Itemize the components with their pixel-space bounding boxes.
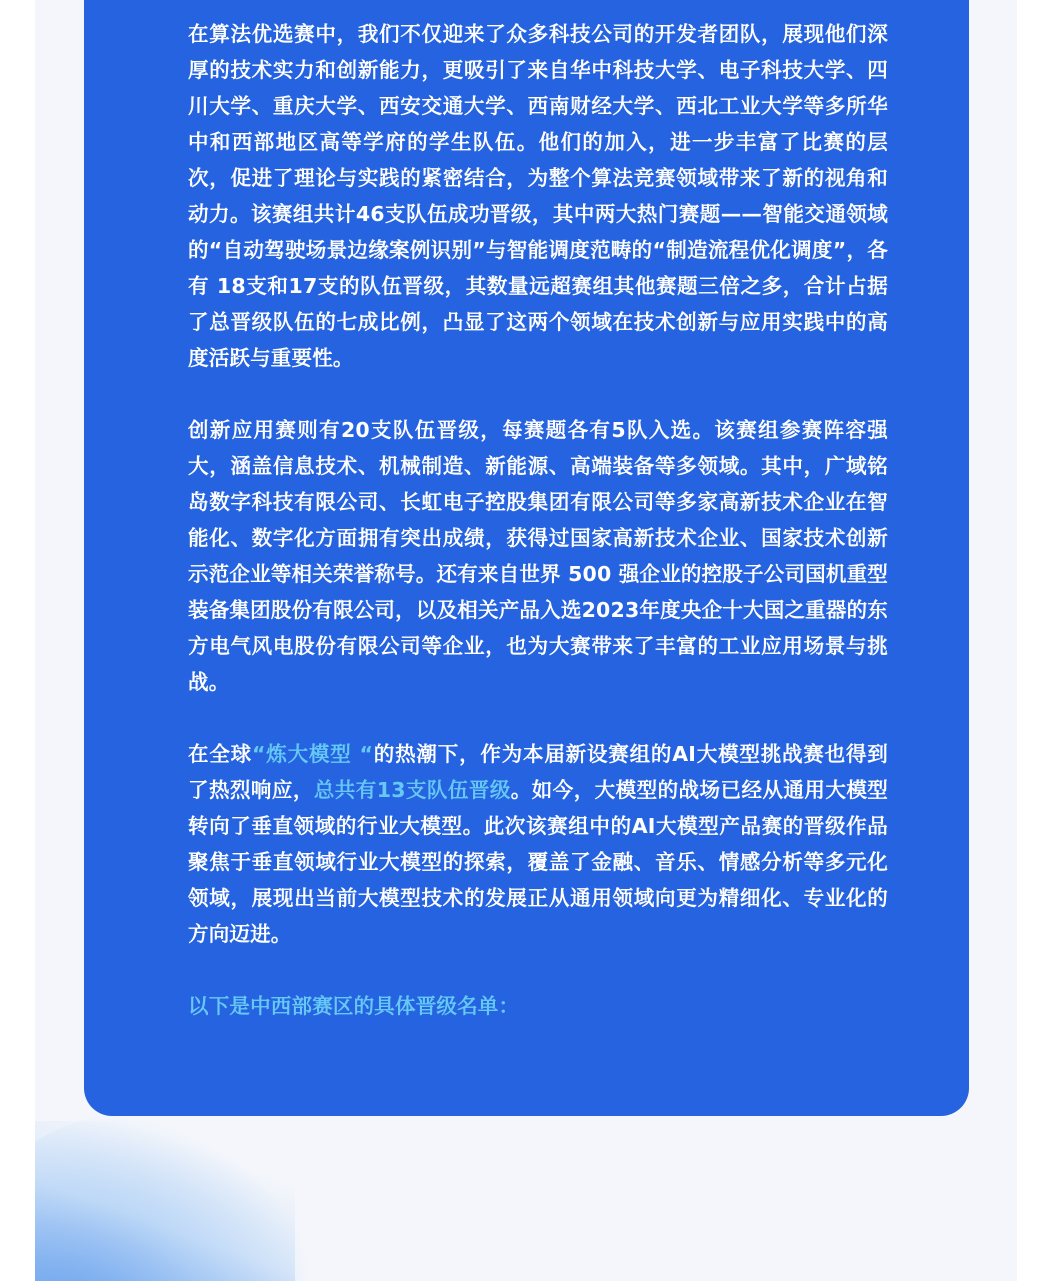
article-content: [188, 16, 888, 1024]
closing-line: 以下是中西部赛区的具体晋级名单：: [188, 994, 520, 1018]
highlight-advanced-teams-count: 总共有13支队伍晋级: [313, 778, 511, 802]
paragraph-3-text-2: 的热潮下，作为本届新设赛组的AI大模型挑战赛也得到了热烈响应，: [188, 742, 889, 802]
corner-glow-decoration-secondary: [35, 1121, 295, 1281]
paragraph-innovation-contest: 创新应用赛则有20支队伍晋级，每赛题各有5队入选。该赛组参赛阵容强大，涵盖信息技术、机械制造、新能源、高端装备等多领域。其中，广域铭岛数字科技有限公司、长虹电子控股集团有限公司等多家高新技术企业在智能化、数字化方面拥有突出成绩，获得过国家高新技术企业、国家技术创新示范企业等相关荣誉称号。还有来自世界 500 强企业的控股子公司国机重型装备集团股份有限公司，以及相关产品入选2023年度央企十大国之重器的东方电气风电股份有限公司等企业，也为大赛带来了丰富的工业应用场景与挑战。: [188, 418, 888, 694]
paragraph-3-text-1: 在全球: [188, 742, 252, 766]
paragraph-algorithm-contest: 在算法优选赛中，我们不仅迎来了众多科技公司的开发者团队，展现他们深厚的技术实力和创新能力，更吸引了来自华中科技大学、电子科技大学、四川大学、重庆大学、西安交通大学、西南财经大学、西北工业大学等多所华中和西部地区高等学府的学生队伍。他们的加入，进一步丰富了比赛的层次，促进了理论与实践的紧密结合，为整个算法竞赛领域带来了新的视角和动力。该赛组共计46支队伍成功晋级，其中两大热门赛题——智能交通领域的“自动驾驶场景边缘案例识别”与智能调度范畴的“制造流程优化调度”，各有 18支和17支的队伍晋级，其数量远超赛组其他赛题三倍之多，合计占据了总晋级队伍的七成比例，凸显了这两个领域在技术创新与应用实践中的高度活跃与重要性。: [188, 22, 888, 370]
paragraph-ai-model-contest: [188, 736, 888, 952]
highlight-training-large-models: “炼大模型 “: [251, 742, 374, 766]
paragraph-3-text-3: 。如今，大模型的战场已经从通用大模型转向了垂直领域的行业大模型。此次该赛组中的AI大模型产品赛的晋级作品聚焦于垂直领域行业大模型的探索，覆盖了金融、音乐、情感分析等多元化领域，展现出当前大模型技术的发展正从通用领域向更为精细化、专业化的方向迈进。: [188, 778, 888, 946]
